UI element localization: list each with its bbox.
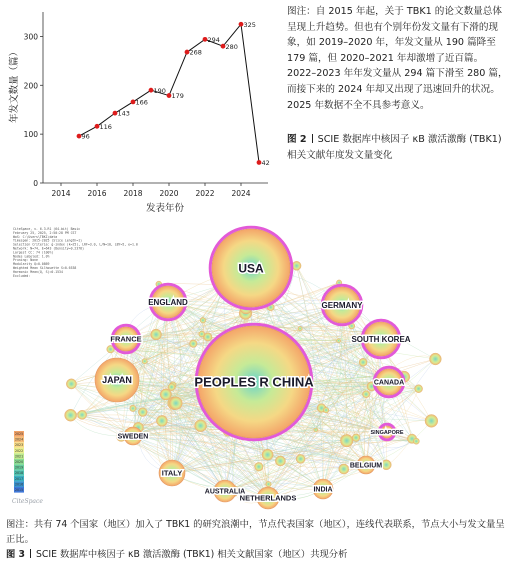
year-color-legend bbox=[14, 431, 24, 493]
country-label: PEOPLES R CHINA bbox=[194, 374, 314, 390]
minor-country-node bbox=[314, 428, 318, 432]
citespace-parameters bbox=[13, 227, 138, 278]
minor-country-node bbox=[66, 379, 76, 389]
country-label: FRANCE bbox=[110, 334, 142, 344]
minor-country-node bbox=[151, 329, 162, 340]
minor-country-node bbox=[262, 449, 273, 460]
data-label: 116 bbox=[99, 122, 112, 131]
country-label: SOUTH KOREA bbox=[351, 334, 411, 344]
x-tick-label: 2022 bbox=[195, 189, 215, 198]
citespace-parameter-line: Modularity Q=0.0869 bbox=[13, 262, 50, 267]
minor-country-node bbox=[142, 359, 147, 364]
country-label: BELGIUM bbox=[349, 462, 383, 470]
legend-year-label: 2019 bbox=[15, 465, 24, 470]
minor-country-node bbox=[156, 415, 167, 426]
citespace-parameter-line: Weighted Mean Silhouette S=0.6538 bbox=[13, 266, 77, 270]
country-node-japan bbox=[95, 358, 139, 402]
chart-data-labels bbox=[82, 21, 270, 167]
minor-country-node bbox=[199, 331, 205, 337]
country-node-italy bbox=[159, 460, 185, 486]
minor-country-node bbox=[340, 434, 353, 447]
legend-year-label: 2016 bbox=[15, 482, 24, 487]
citespace-parameter-line: Largest CC: 74 (100%) bbox=[13, 250, 54, 255]
country-label: USA bbox=[238, 261, 264, 276]
minor-country-node bbox=[339, 464, 349, 474]
country-label: NETHERLANDS bbox=[239, 493, 297, 503]
data-label: 190 bbox=[153, 86, 166, 95]
minor-country-node bbox=[323, 407, 329, 413]
data-label: 166 bbox=[135, 98, 148, 107]
data-label: 179 bbox=[171, 92, 184, 101]
minor-country-node bbox=[254, 462, 263, 471]
data-label: 96 bbox=[81, 132, 90, 141]
minor-country-node bbox=[425, 415, 438, 428]
citespace-parameter-line: Timespan: 2015-2025 (Slice Length=1) bbox=[13, 238, 83, 243]
minor-country-node bbox=[430, 353, 442, 365]
minor-country-node bbox=[200, 318, 206, 324]
data-label: 325 bbox=[243, 20, 256, 29]
country-label: SWEDEN bbox=[117, 433, 149, 441]
citespace-parameter-line: WoS: C:\Users\TBK1\data bbox=[13, 234, 58, 239]
legend-year-label: 2024 bbox=[15, 437, 24, 442]
country-cooccurrence-network bbox=[0, 218, 515, 518]
country-label: ENGLAND bbox=[148, 297, 188, 307]
figure-2-caption-text: SCIE 数据库中核因子 κB 激活激酶 (TBK1) 相关文献年度发文量变化 bbox=[287, 134, 502, 161]
minor-country-node bbox=[292, 261, 301, 270]
minor-country-node bbox=[78, 410, 87, 419]
y-axis-title: 年发文数量（篇） bbox=[9, 46, 20, 124]
figure-3-caption bbox=[6, 548, 511, 562]
chart-tick-labels bbox=[24, 32, 251, 198]
legend-year-label: 2023 bbox=[15, 443, 24, 448]
legend-year-label: 2017 bbox=[15, 476, 24, 481]
minor-country-node bbox=[363, 391, 370, 398]
legend-year-label: 2020 bbox=[15, 460, 24, 464]
country-label: AUSTRALIA bbox=[204, 488, 246, 496]
country-node-germany bbox=[322, 285, 364, 325]
citespace-parameter-line: Nodes Labeled: 1.0% bbox=[13, 254, 50, 259]
data-label: 294 bbox=[207, 35, 220, 44]
data-label: 280 bbox=[225, 42, 238, 51]
network-link bbox=[366, 421, 431, 465]
minor-country-node bbox=[160, 389, 171, 400]
minor-country-node bbox=[266, 481, 271, 486]
country-label: ITALY bbox=[161, 468, 183, 478]
minor-country-node bbox=[352, 434, 360, 442]
minor-country-node bbox=[359, 358, 367, 366]
minor-country-node bbox=[195, 420, 207, 432]
country-label: INDIA bbox=[313, 486, 333, 494]
x-tick-label: 2018 bbox=[123, 189, 143, 198]
country-node-canada bbox=[374, 367, 404, 397]
country-node-usa bbox=[210, 227, 292, 309]
caption-separator bbox=[312, 134, 313, 143]
x-tick-label: 2020 bbox=[159, 189, 179, 198]
minor-country-node bbox=[296, 454, 305, 463]
x-axis-title: 发表年份 bbox=[145, 203, 185, 214]
citespace-parameter-line: Excluded: bbox=[13, 273, 31, 278]
x-tick-label: 2016 bbox=[87, 189, 107, 198]
legend-year-label: 2018 bbox=[15, 471, 24, 476]
citespace-parameter-line: Selection Criteria: g-index (k=25), LRF=3.0, L/N=10, LBY=5, e=1.0 bbox=[13, 242, 138, 247]
x-tick-label: 2014 bbox=[51, 189, 71, 198]
citespace-parameter-line: Pruning: None bbox=[13, 258, 38, 263]
figure-3-note: 图注：共有 74 个国家（地区）加入了 TBK1 的研究浪潮中，节点代表国家（地区），连线代表联系，节点大小与发文量呈正比。 bbox=[6, 519, 505, 545]
y-tick-label: 100 bbox=[23, 130, 38, 140]
country-node-peoples-r-china bbox=[194, 324, 314, 440]
country-node-south-korea bbox=[351, 320, 410, 358]
country-node-india bbox=[313, 479, 333, 499]
figure-2-label: 图 2 bbox=[287, 134, 307, 145]
chart-axes bbox=[40, 12, 268, 186]
country-node-france bbox=[110, 325, 141, 353]
minor-country-node bbox=[190, 340, 198, 348]
minor-country-node bbox=[415, 385, 423, 393]
minor-country-node bbox=[275, 456, 285, 466]
minor-country-node bbox=[138, 408, 147, 417]
minor-country-node bbox=[168, 383, 175, 390]
country-label: JAPAN bbox=[102, 375, 132, 386]
data-label: 143 bbox=[117, 109, 130, 118]
citespace-parameter-line: Network: N=74, E=643 (Density=0.2378) bbox=[13, 246, 85, 251]
y-tick-label: 0 bbox=[33, 179, 38, 188]
y-tick-label: 300 bbox=[23, 32, 38, 42]
x-tick-label: 2024 bbox=[231, 189, 251, 198]
country-node-england bbox=[148, 284, 188, 320]
country-label: SINGAPORE bbox=[370, 429, 404, 436]
country-label: CANADA bbox=[373, 379, 405, 387]
figure-3-caption-text: SCIE 数据库中核因子 κB 激活激酶 (TBK1) 相关文献国家（地区）共现分析 bbox=[36, 549, 348, 560]
citespace-watermark: CiteSpace bbox=[12, 498, 43, 505]
minor-country-node bbox=[170, 397, 183, 410]
annual-publications-line-chart bbox=[0, 0, 280, 215]
citespace-parameter-line: February 25, 2025, 2:50:28 PM CST bbox=[13, 230, 77, 235]
figure-2-note: 图注：自 2015 年起，关于 TBK1 的论文数量总体呈现上升趋势。但也有个别年份发文量有下滑的现象，如 2019–2020 年，年发文量从 190 篇降至 179 篇，但 2020–2021 年却激增了近百篇。2022–2023 年年发文量从 294 篇下滑至 280 篇，而接下来的 2024 年却又出现了迅速回升的状况。2025 年数据不全不具参考意义。 bbox=[287, 6, 508, 111]
minor-country-node bbox=[65, 409, 77, 421]
citespace-parameter-line: CiteSpace, v. 6.3.R1 (64-bit) Basic bbox=[13, 227, 81, 231]
minor-country-node bbox=[298, 326, 302, 330]
minor-country-node bbox=[130, 405, 136, 411]
legend-year-label: 2015 bbox=[15, 488, 24, 492]
caption-separator bbox=[30, 549, 31, 558]
country-label: GERMANY bbox=[321, 300, 363, 310]
citespace-parameter-line: Harmonic Mean(Q, S)=0.1534 bbox=[13, 269, 63, 274]
figure-3-label: 图 3 bbox=[6, 549, 26, 560]
legend-year-label: 2021 bbox=[15, 454, 24, 459]
minor-country-node bbox=[413, 438, 419, 444]
data-label: 268 bbox=[189, 48, 202, 57]
legend-year-label: 2022 bbox=[15, 448, 24, 453]
y-tick-label: 200 bbox=[23, 81, 38, 91]
minor-country-node bbox=[337, 339, 341, 343]
figure-2-caption bbox=[287, 132, 509, 163]
legend-year-label: 2025 bbox=[15, 432, 24, 436]
minor-country-node bbox=[381, 460, 391, 470]
data-label: 42 bbox=[261, 159, 270, 168]
